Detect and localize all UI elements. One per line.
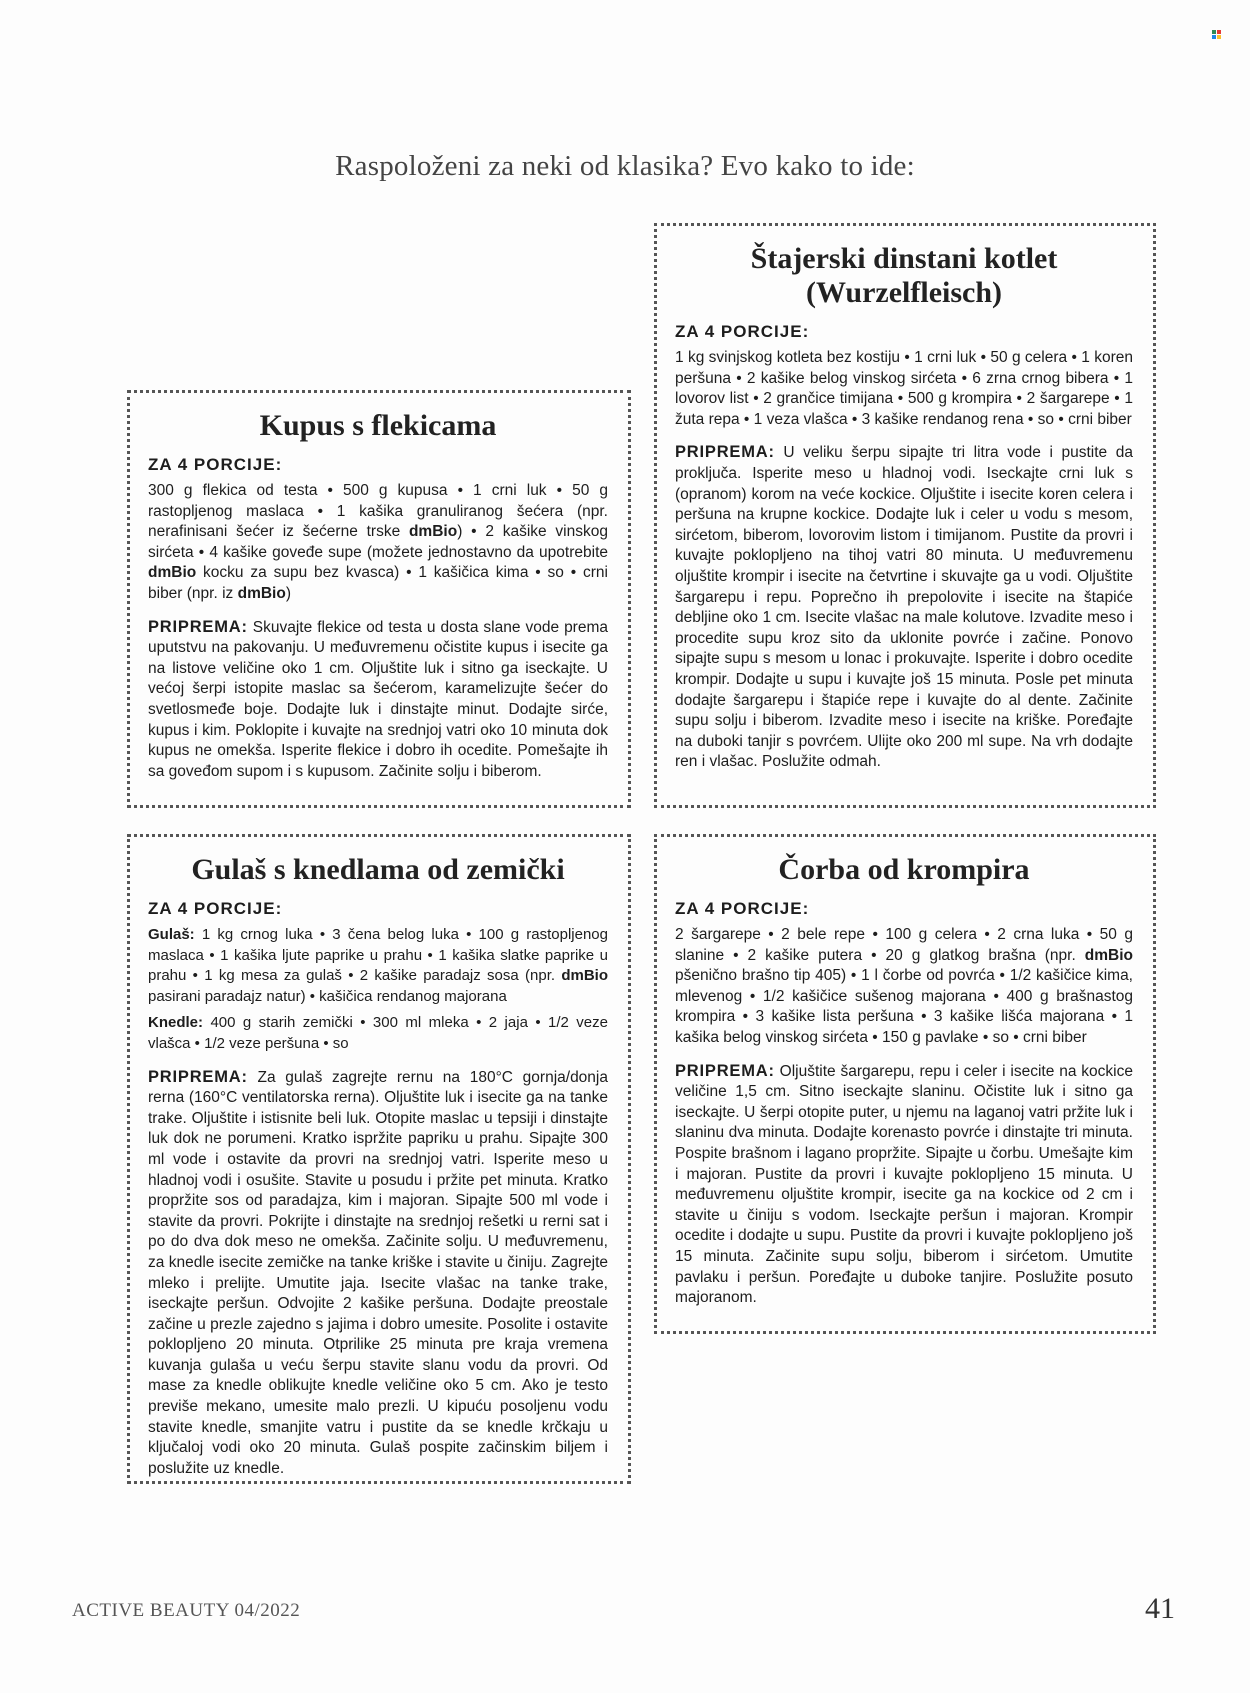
- magazine-issue: ACTIVE BEAUTY 04/2022: [72, 1600, 301, 1621]
- preparation-label: PRIPREMA:: [148, 617, 248, 636]
- brand-name: dmBio: [561, 967, 608, 985]
- gulas-label: Gulaš:: [148, 926, 195, 943]
- ingredients-text: 300 g flekica od testa • 500 g kupusa • 1 crni luk • 50 g rastopljenog maslaca • 1 kašika granuliranog šećera (npr. nerafinisani šećer iz šećerne trske dmBio) • 2 kašike vinskog sirćeta • 4 kašike goveđe supe (možete jednostavno da upotrebite dmBio kocku za supu bez kvasca) • 1 kašičica kima • so • crni biber (npr. iz dmBio): [148, 482, 608, 602]
- recipe-box-kupus: [127, 390, 631, 808]
- recipe-title: Kupus s flekicama: [259, 409, 497, 442]
- preparation-label: PRIPREMA:: [148, 1067, 248, 1086]
- ingredients-text: 2 šargarepe • 2 bele repe • 100 g celera • 2 crna luka • 50 g slanine • 2 kašike putera • 20 g glatkog brašna (npr. dmBio pšenično brašno tip 405) • 1 l čorbe od povrća • 1/2 kašičice kima, mlevenog • 1/2 kašičice sušenog majorana • 400 g brašnastog krompira • 3 kašike lista peršuna • 3 kašike lišća majorana • 1 kašika belog vinskog sirćeta • 150 g pavlake • so • crni biber: [675, 926, 1133, 1046]
- servings-label: ZA 4 PORCIJE:: [148, 455, 283, 474]
- recipe-box-stajerski-kotlet: [654, 223, 1156, 808]
- page-number: 41: [1145, 1592, 1175, 1625]
- recipe-box-gulas: [127, 834, 631, 1484]
- preparation-text: PRIPREMA: Skuvajte flekice od testa u dosta slane vode prema uputstvu na pakovanju. U međuvremenu očistite kupus i isecite ga na listove veličine oko 1 cm. Oljuštite luk i sitno ga iseckajte. U većoj šerpi istopite maslac sa šećerom, karamelizujte šećer do svetlosmeđe boje. Dodajte luk i dinstajte minut. Dodajte sirće, kupus i kim. Poklopite i kuvajte na srednjoj vatri oko 10 minuta dok kupus ne omekša. Isperite flekice i dobro ih ocedite. Pomešajte ih sa goveđom supom i s kupusom. Začinite solju i biberom.: [148, 617, 608, 780]
- brand-name: dmBio: [1084, 946, 1133, 964]
- servings-label: ZA 4 PORCIJE:: [148, 899, 283, 918]
- ingredients-knedle: Knedle: 400 g starih zemički • 300 ml mleka • 2 jaja • 1/2 veze vlašca • 1/2 veze peršuna • so: [148, 1014, 608, 1052]
- brand-name: dmBio: [148, 564, 197, 582]
- recipe-box-corba: [654, 834, 1156, 1334]
- preparation-label: PRIPREMA:: [675, 443, 775, 462]
- recipe-title: Gulaš s knedlama od zemički: [191, 853, 565, 886]
- preparation-text: PRIPREMA: U veliku šerpu sipajte tri litra vode i pustite da proključa. Isperite meso u hladnoj vodi. Iseckajte crni luk s (opranom) korom na veće kockice. Oljuštite i isecite koren celera i peršuna na krupne kockice. Dodajte luk i celer u vodu s mesom, sirćetom, biberom, lovorovim listom i timijanom. Pustite da provri i kuvajte poklopljeno na tihoj vatri 80 minuta. U međuvremenu oljuštite krompir i isecite na četvrtine i skuvajte ga u vodi. Oljuštite šargarepu i repu. Poprečno ih prepolovite i isecite na štapiće debljine oko 1 cm. Isecite vlašac na male kolutove. Izvadite meso i procedite supu kroz sito da uklonite povrće i začine. Ponovo sipajte supu s mesom u lonac i prokuvajte. Isperite i dobro ocedite krompir. Dodajte u supu i kuvajte još 15 minuta. Posle pet minuta dodajte šargarepu i štapiće repe i kuvajte do al dente. Začinite supu solju i biberom. Izvadite meso i isecite na kriške. Poređajte na duboki tanjir s povrćem. Ulijte oko 200 ml supe. Na vrh dodajte ren i vlašac. Poslužite odmah.: [675, 443, 1133, 771]
- ingredients-gulas: Gulaš: 1 kg crnog luka • 3 čena belog luka • 100 g rastopljenog maslaca • 1 kašika ljute paprike u prahu • 1 kašika slatke paprike u prahu • 1 kg mesa za gulaš • 2 kašike paradajz sosa (npr. dmBio pasirani paradajz natur) • kašičica rendanog majorana: [148, 926, 608, 1005]
- servings-label: ZA 4 PORCIJE:: [675, 899, 810, 918]
- brand-name: dmBio: [237, 584, 286, 602]
- preparation-text: PRIPREMA: Oljuštite šargarepu, repu i celer i isecite na kockice veličine 1,5 cm. Sitno iseckajte slaninu. Očistite luk i sitno ga iseckajte. U šerpi otopite puter, u njemu na laganoj vatri pržite luk i slaninu dva minuta. Dodajte korenasto povrće i dinstajte tri minuta. Pospite brašnom i lagano propržite. Sipajte u čorbu. Umešajte kim i majoran. Pustite da provri i kuvajte poklopljeno 15 minuta. U međuvremenu oljuštite krompir, isecite ga na kockice od 2 cm i stavite u činiju s vodom. Iseckajte peršun i majoran. Krompir ocedite i dodajte u supu. Pustite da provri i kuvajte poklopljeno još 15 minuta. Začinite supu solju, biberom i sirćetom. Umutite pavlaku i peršun. Poređajte u duboke tanjire. Poslužite posuto majoranom.: [675, 1061, 1133, 1307]
- brand-name: dmBio: [408, 523, 458, 541]
- page-title: Raspoloženi za neki od klasika? Evo kako to ide:: [335, 150, 915, 182]
- servings-label: ZA 4 PORCIJE:: [675, 322, 810, 341]
- preparation-text: PRIPREMA: Za gulaš zagrejte rernu na 180°C gornja/donja rerna (160°C ventilatorska rerna). Oljuštite luk i isecite ga na tanke trake. Oljuštite i istisnite beli luk. Otopite maslac u tepsiji i dinstajte luk dok ne porumeni. Kratko ispržite papriku u prahu. Sipajte 300 ml vode i ostavite da provri na srednjoj vatri. Isperite meso u hladnoj vodi i osušite. Stavite u posudu i pržite pet minuta. Kratko propržite sos od paradajza, kim i majoran. Sipajte 500 ml vode i stavite da provri. Pokrijte i dinstajte na srednjoj rešetki u rerni sat i po do dva dok meso ne omekša. Začinite solju. U međuvremenu, za knedle isecite zemičke na tanke kriške i stavite u činiju. Zagrejte mleko i prelijte. Umutite jaja. Isecite vlašac na tanke trake, iseckajte peršun. Odvojite 2 kašike peršuna. Dodajte preostale začine u prezle zajedno s jajima i dobro umesite. Posolite i ostavite poklopljeno 20 minuta. Otprilike 25 minuta pre kraja vremena kuvanja gulaša u veću šerpu stavite slanu vodu da provri. Od mase za knedle oblikujte knedle veličine oko 5 cm. Ako je testo previše mekano, umesite malo prezli. U kipuću posoljenu vodu stavite knedle, smanjite vatru i pustite da se knedle krčkaju u ključaloj vodi oko 20 minuta. Gulaš pospite začinskim biljem i poslužite uz knedle.: [148, 1067, 608, 1477]
- knedle-label: Knedle:: [148, 1014, 204, 1032]
- ingredients-text: 1 kg svinjskog kotleta bez kostiju • 1 crni luk • 50 g celera • 1 koren peršuna • 2 kašike belog vinskog sirćeta • 6 zrna crnog bibera • 1 lovorov list • 2 grančice timijana • 500 g krompira • 2 šargarepe • 1 žuta repa • 1 veza vlašca • 3 kašike rendanog rena • so • crni biber: [675, 349, 1133, 428]
- preparation-label: PRIPREMA:: [675, 1061, 775, 1080]
- recipe-title: Štajerski dinstani kotlet (Wurzelfleisch): [750, 242, 1058, 309]
- recipe-title: Čorba od krompira: [778, 853, 1030, 886]
- corner-mark: [1212, 30, 1222, 40]
